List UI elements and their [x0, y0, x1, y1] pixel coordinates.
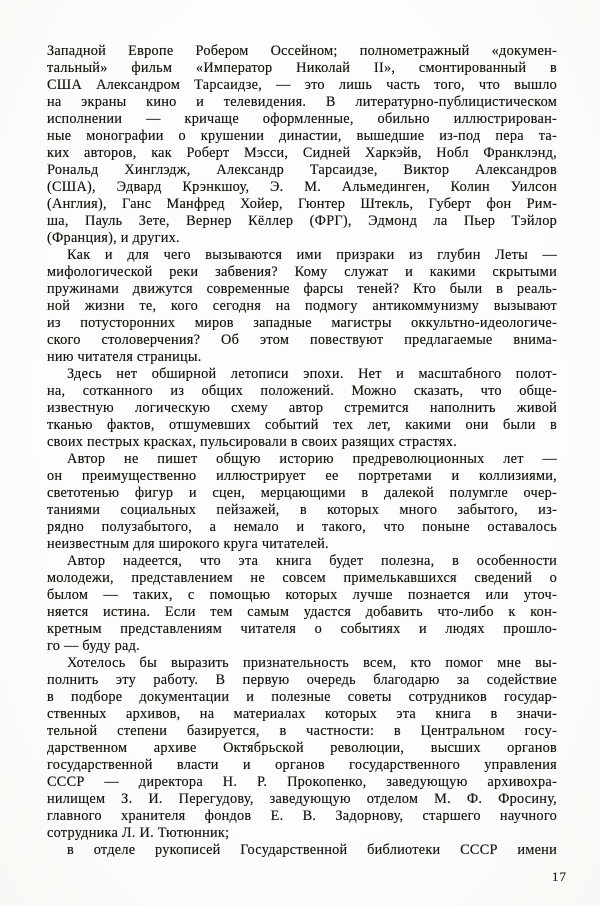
text-line: светотенью фигур и сцен, мерцающими в далекой полумгле очер-: [47, 485, 557, 501]
text-line: ные монографии о крушении династии, вышедшие из-под пера та-: [47, 128, 557, 144]
text-line: Рональд Хинглэдж, Александр Тарсаидзе, Виктор Александров: [47, 162, 557, 178]
text-line: Автор не пишет общую историю предреволюционных лет —: [67, 451, 557, 467]
text-line: таниями социальных пейзажей, в которых много забытого, из-: [47, 502, 557, 518]
text-line: сотрудника Л. И. Тютюнник;: [47, 825, 230, 841]
page-number: 17: [552, 869, 567, 884]
text-line: СССР — директора Н. Р. Прокопенко, заведующую архивохра-: [47, 774, 557, 790]
text-line: известную логическую схему автор стремится наполнить живой: [47, 400, 557, 416]
text-line: ского столоверчения? Об этом повествуют предлагаемые внима-: [47, 332, 557, 348]
text-line: (Англия), Ганс Манфред Хойер, Гюнтер Штекль, Губерт фон Рим-: [47, 196, 557, 212]
text-line: нилищем З. И. Перегудову, заведующую отделом М. Ф. Фросину,: [47, 791, 557, 807]
text-line: полнить эту работу. В первую очередь благодарю за содействие: [47, 672, 557, 688]
text-line: ких авторов, как Роберт Мэсси, Сидней Харкэйв, Нобл Франклэнд,: [47, 145, 557, 161]
text-line: Западной Европе Робером Оссейном; полнометражный «докумен-: [47, 43, 557, 59]
text-line: нию читателя страницы.: [47, 349, 202, 365]
text-line: ственных архивов, на материалах которых эта книга в значи-: [47, 706, 557, 722]
text-line: мифологической реки забвения? Кому служат и какими скрытыми: [47, 264, 557, 280]
text-line: на, сотканного из общих положений. Можно сказать, что обще-: [47, 383, 557, 399]
text-line: он преимущественно иллюстрирует ее портретами и коллизиями,: [47, 468, 557, 484]
text-line: го — буду рад.: [47, 638, 140, 654]
text-line: (Франция), и других.: [47, 230, 180, 246]
text-line: ной жизни те, кого сегодня на подмогу антикоммунизму вызывают: [47, 298, 557, 314]
text-line: кретным представлениям читателя о событиях и людях прошло-: [47, 621, 557, 637]
text-column: [47, 43, 557, 859]
text-line: неизвестным для широкого круга читателей.: [47, 536, 329, 552]
text-line: пружинами движутся современные фарсы теней? Кто были в реаль-: [47, 281, 557, 297]
text-line: тельной степени базируется, в частности: в Центральном госу-: [47, 723, 557, 739]
text-line: молодежи, представлением не совсем примелькавшихся сведений о: [47, 570, 557, 586]
text-line: государственной власти и органов государственного управления: [47, 757, 557, 773]
text-line: (США), Эдвард Крэнкшоу, Э. М. Альмединген, Колин Уилсон: [47, 179, 557, 195]
text-line: в подборе документации и полезные советы сотрудников государ-: [47, 689, 557, 705]
text-line: Как и для чего вызываются ими призраки из глубин Леты —: [67, 247, 557, 263]
text-line: Хотелось бы выразить признательность всем, кто помог мне вы-: [67, 655, 557, 671]
text-line: исполнении — кричаще оформленные, обильно иллюстрирован-: [47, 111, 557, 127]
text-line: ша, Пауль Зете, Вернер Кёллер (ФРГ), Эдмонд ла Пьер Тэйлор: [47, 213, 557, 229]
text-line: дарственном архиве Октябрьской революции, высших органов: [47, 740, 557, 756]
text-line: на экраны кино и телевидения. В литературно-публицистическом: [47, 94, 557, 110]
text-line: США Александром Тарсаидзе, — это лишь часть того, что вышло: [47, 77, 557, 93]
text-line: своих пестрых красках, пульсировали в своих разящих страстях.: [47, 434, 457, 450]
text-line: Автор надеется, что эта книга будет полезна, в особенности: [67, 553, 557, 569]
text-line: в отделе рукописей Государственной библиотеки СССР имени: [67, 842, 557, 858]
text-line: тальный» фильм «Император Николай II», смонтированный в: [47, 60, 557, 76]
text-line: главного хранителя фондов Е. В. Задорнову, старшего научного: [47, 808, 557, 824]
text-line: няется истина. Если тем самым удастся добавить что-либо к кон-: [47, 604, 557, 620]
text-line: рядно полузабытого, а немало и такого, что поныне оставалось: [47, 519, 557, 535]
text-line: Здесь нет обширной летописи эпохи. Нет и масштабного полот-: [67, 366, 557, 382]
text-line: тканью фактов, отшумевших событий тех лет, какими они были в: [47, 417, 557, 433]
text-line: из потусторонних миров западные магистры оккультно-идеологиче-: [47, 315, 557, 331]
text-line: былом — таких, с помощью которых лучше познается или уточ-: [47, 587, 557, 603]
